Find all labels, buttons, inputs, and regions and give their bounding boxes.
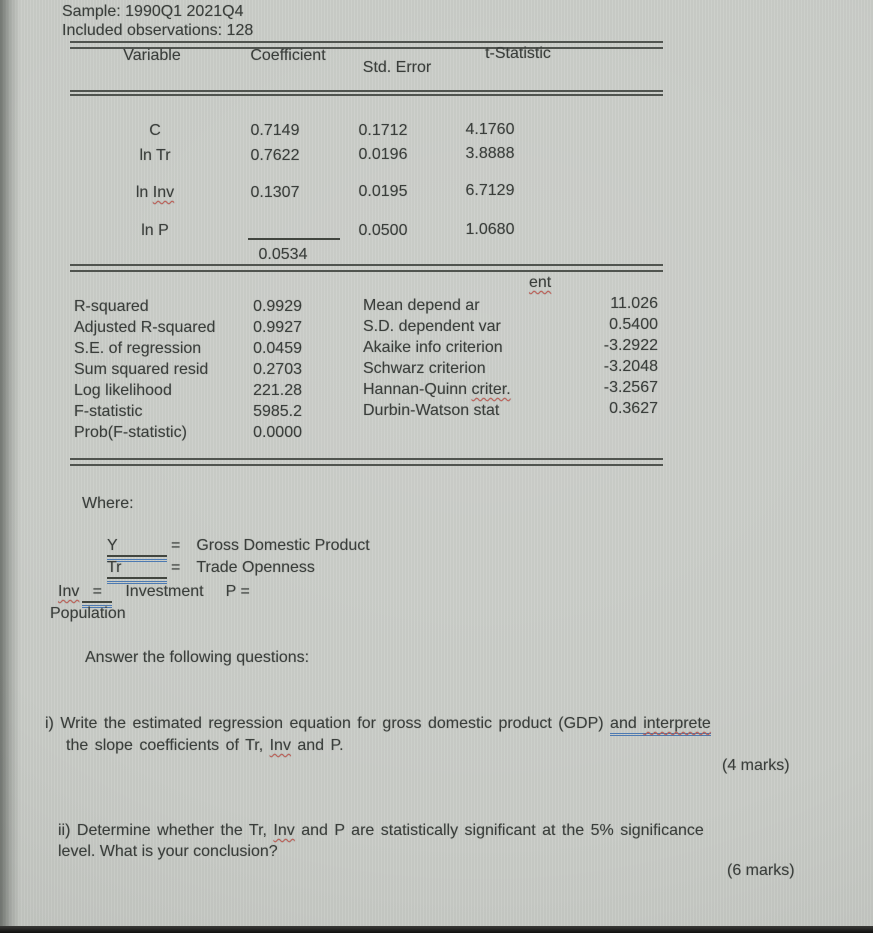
definition-tr-text: Trade Openness bbox=[196, 559, 315, 576]
coef-cell-std-error: 0.0195 bbox=[358, 183, 408, 200]
term-tr: Tr bbox=[107, 558, 167, 579]
coef-cell-std-error: 0.0500 bbox=[358, 222, 408, 239]
grammar-underline bbox=[107, 558, 167, 584]
question-1-text: and P. bbox=[290, 737, 344, 754]
question-2-text: ii) Determine whether the Tr, bbox=[58, 822, 274, 839]
stat-value: -3.2922 bbox=[603, 337, 658, 354]
stat-value: 0.5400 bbox=[609, 316, 658, 333]
col-header-coefficient: Coefficient bbox=[250, 47, 326, 64]
stat-value: 11.026 bbox=[610, 295, 658, 312]
question-1-line-1 bbox=[45, 714, 711, 733]
stat-value: 0.0459 bbox=[253, 340, 302, 357]
photo-edge-shadow-left bbox=[0, 0, 20, 933]
stat-label bbox=[363, 380, 511, 399]
coef-cell-variable: ln Tr bbox=[139, 147, 171, 164]
stat-label: S.D. dependent var bbox=[363, 318, 501, 335]
coef-cell-coefficient: 0.7622 bbox=[250, 147, 300, 164]
term-inv: Inv bbox=[58, 583, 80, 600]
coef-cell-t-statistic: 6.7129 bbox=[465, 182, 515, 199]
spellcheck-flag: interprete bbox=[643, 715, 711, 732]
stat-value: 0.9927 bbox=[253, 319, 302, 336]
sample-line: Sample: 1990Q1 2021Q4 bbox=[62, 3, 244, 20]
spellcheck-flag: Inv bbox=[269, 737, 291, 754]
question-2-line-1 bbox=[58, 821, 704, 840]
stat-value: 0.3627 bbox=[609, 400, 658, 417]
definition-tr bbox=[107, 558, 315, 584]
equals-sign: = bbox=[82, 582, 112, 603]
stat-label: Akaike info criterion bbox=[363, 339, 503, 356]
stat-label: Adjusted R-squared bbox=[74, 319, 216, 336]
question-2-text: and P are statistically significant at the 5% significance bbox=[294, 822, 704, 839]
col-header-std-error: Std. Error bbox=[362, 59, 432, 76]
variable-prefix: ln bbox=[135, 184, 153, 201]
definition-inv-text: Investment bbox=[125, 583, 204, 600]
handwritten-answer: 0.0534 bbox=[258, 246, 308, 263]
coef-cell-t-statistic: 1.0680 bbox=[465, 221, 515, 238]
underlined-text: and bbox=[610, 715, 644, 732]
stat-label: Mean depend ar bbox=[363, 297, 480, 314]
stat-label: R-squared bbox=[74, 298, 149, 315]
question-1-line-2 bbox=[66, 736, 344, 755]
question-2-line-2: level. What is your conclusion? bbox=[58, 843, 278, 860]
variable-spellcheck-flag: Inv bbox=[152, 184, 175, 201]
col-header-variable: Variable bbox=[123, 47, 181, 64]
stat-label-text: Hannan-Quinn bbox=[363, 381, 472, 398]
coef-cell-std-error: 0.1712 bbox=[358, 122, 408, 139]
equals-sign: = bbox=[171, 537, 181, 554]
stat-label: Schwarz criterion bbox=[363, 360, 486, 377]
stat-value: 221.28 bbox=[253, 382, 302, 399]
coef-cell-variable: ln P bbox=[141, 222, 169, 239]
stat-value: 0.9929 bbox=[253, 298, 302, 315]
spellcheck-flag: Inv bbox=[273, 822, 295, 839]
equals-sign: = bbox=[171, 559, 181, 576]
photo-edge-shadow-bottom bbox=[0, 926, 873, 933]
question-2-marks: (6 marks) bbox=[727, 862, 795, 879]
definition-p-text: Population bbox=[50, 605, 126, 622]
stat-value: 5985.2 bbox=[253, 403, 302, 420]
stray-text-fragment: ent bbox=[529, 274, 552, 291]
observations-line: Included observations: 128 bbox=[62, 22, 254, 39]
col-header-t-statistic: t-Statistic bbox=[485, 45, 551, 62]
grammar-underline bbox=[610, 715, 711, 736]
rule-mid bbox=[70, 264, 663, 272]
stat-label: Durbin-Watson stat bbox=[363, 402, 500, 419]
stat-value: 0.0000 bbox=[253, 424, 302, 441]
where-title: Where: bbox=[82, 495, 134, 512]
coef-cell-coefficient: 0.7149 bbox=[250, 122, 300, 139]
question-1-marks: (4 marks) bbox=[722, 757, 790, 774]
coef-cell-variable: C bbox=[149, 122, 161, 139]
coef-cell-t-statistic: 3.8888 bbox=[465, 145, 515, 162]
term-y: Y bbox=[107, 536, 167, 557]
rule-under-header bbox=[70, 90, 663, 96]
rule-bottom bbox=[70, 458, 663, 466]
questions-intro: Answer the following questions: bbox=[85, 649, 310, 666]
stat-label: Sum squared resid bbox=[74, 361, 209, 378]
question-1-text: the slope coefficients of Tr, bbox=[66, 737, 270, 754]
stat-label: F-statistic bbox=[74, 403, 143, 420]
stat-value: -3.2048 bbox=[603, 358, 658, 375]
question-1-text: i) Write the estimated regression equation for gross domestic product (GDP) bbox=[45, 715, 611, 732]
stat-label: S.E. of regression bbox=[74, 340, 202, 357]
stat-value: -3.2567 bbox=[603, 379, 658, 396]
coef-cell-t-statistic: 4.1760 bbox=[465, 121, 515, 138]
coef-cell-variable bbox=[95, 183, 215, 202]
stat-label: Prob(F-statistic) bbox=[74, 424, 187, 441]
stat-label: Log likelihood bbox=[74, 382, 172, 399]
stat-value: 0.2703 bbox=[253, 361, 302, 378]
coef-cell-coefficient: 0.1307 bbox=[250, 184, 300, 201]
definition-y-text: Gross Domestic Product bbox=[196, 537, 370, 554]
stat-label-spellcheck-flag: criter. bbox=[471, 381, 511, 398]
definition-p-lead: P = bbox=[225, 583, 250, 600]
coef-cell-std-error: 0.0196 bbox=[358, 146, 408, 163]
